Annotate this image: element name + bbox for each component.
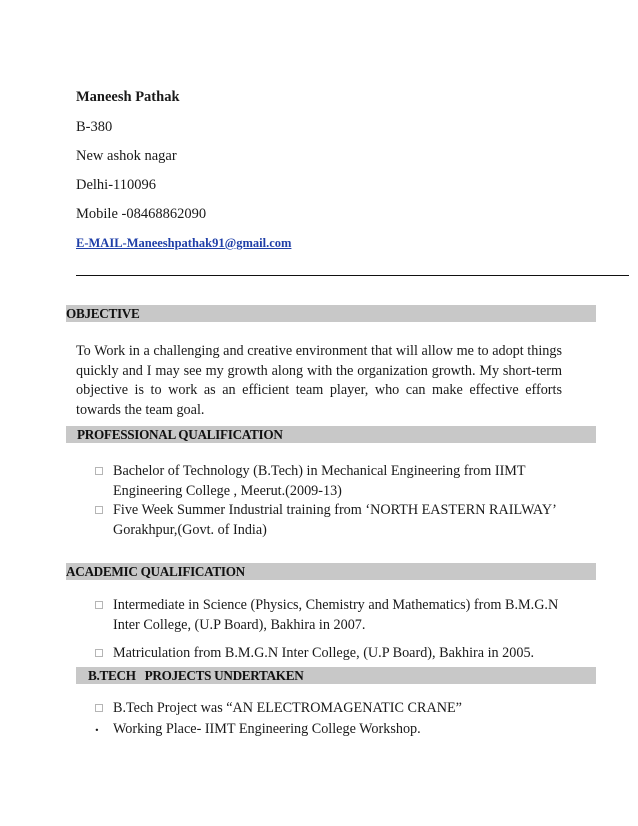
list-item-text: Five Week Summer Industrial training from ‘NORTH EASTERN RAILWAY’ Gorakhpur,(Govt. of India) bbox=[113, 502, 556, 538]
list-item bbox=[95, 462, 565, 501]
bullet-icon bbox=[95, 467, 103, 475]
academic-heading: ACADEMIC QUALIFICATION bbox=[66, 563, 596, 580]
list-item-text: Matriculation from B.M.G.N Inter College, (U.P Board), Bakhira in 2005. bbox=[113, 645, 535, 661]
list-item-text: Working Place- IIMT Engineering College Workshop. bbox=[113, 721, 421, 737]
list-item-text: Intermediate in Science (Physics, Chemistry and Mathematics) from B.M.G.N Inter College, (U.P Board), Bakhira in 2007. bbox=[113, 597, 559, 633]
address-line-3: Delhi-110096 bbox=[76, 177, 157, 193]
bullet-icon bbox=[95, 601, 103, 609]
list-item-text: Bachelor of Technology (B.Tech) in Mechanical Engineering from IIMT Engineering College , Meerut.(2009-13) bbox=[113, 463, 526, 499]
objective-heading: OBJECTIVE bbox=[66, 305, 596, 322]
bullet-icon bbox=[95, 704, 103, 712]
list-item bbox=[95, 699, 565, 719]
list-item bbox=[95, 644, 565, 664]
list-item bbox=[95, 501, 565, 540]
bullet-icon bbox=[95, 649, 103, 657]
professional-heading: PROFESSIONAL QUALIFICATION bbox=[66, 426, 596, 443]
header-divider bbox=[76, 275, 629, 276]
mobile-number: Mobile -08468862090 bbox=[76, 206, 207, 222]
list-item bbox=[95, 596, 565, 635]
list-item bbox=[95, 720, 565, 740]
bullet-icon bbox=[95, 506, 103, 514]
address-line-1: B-380 bbox=[76, 119, 113, 135]
list-item-text: B.Tech Project was “AN ELECTROMAGENATIC CRANE” bbox=[113, 700, 462, 716]
dot-bullet-icon: . bbox=[95, 719, 99, 735]
address-line-2: New ashok nagar bbox=[76, 148, 177, 164]
objective-text: To Work in a challenging and creative environment that will allow me to adopt things quickly and I may see my growth along with the organization growth. My short-term objective is to work as an efficient team player, who can make effective efforts towards the team goal. bbox=[76, 343, 562, 418]
email-link[interactable]: E-MAIL-Maneeshpathak91@gmail.com bbox=[76, 236, 292, 250]
projects-heading: B.TECH PROJECTS UNDERTAKEN bbox=[76, 667, 596, 684]
candidate-name: Maneesh Pathak bbox=[76, 89, 180, 105]
